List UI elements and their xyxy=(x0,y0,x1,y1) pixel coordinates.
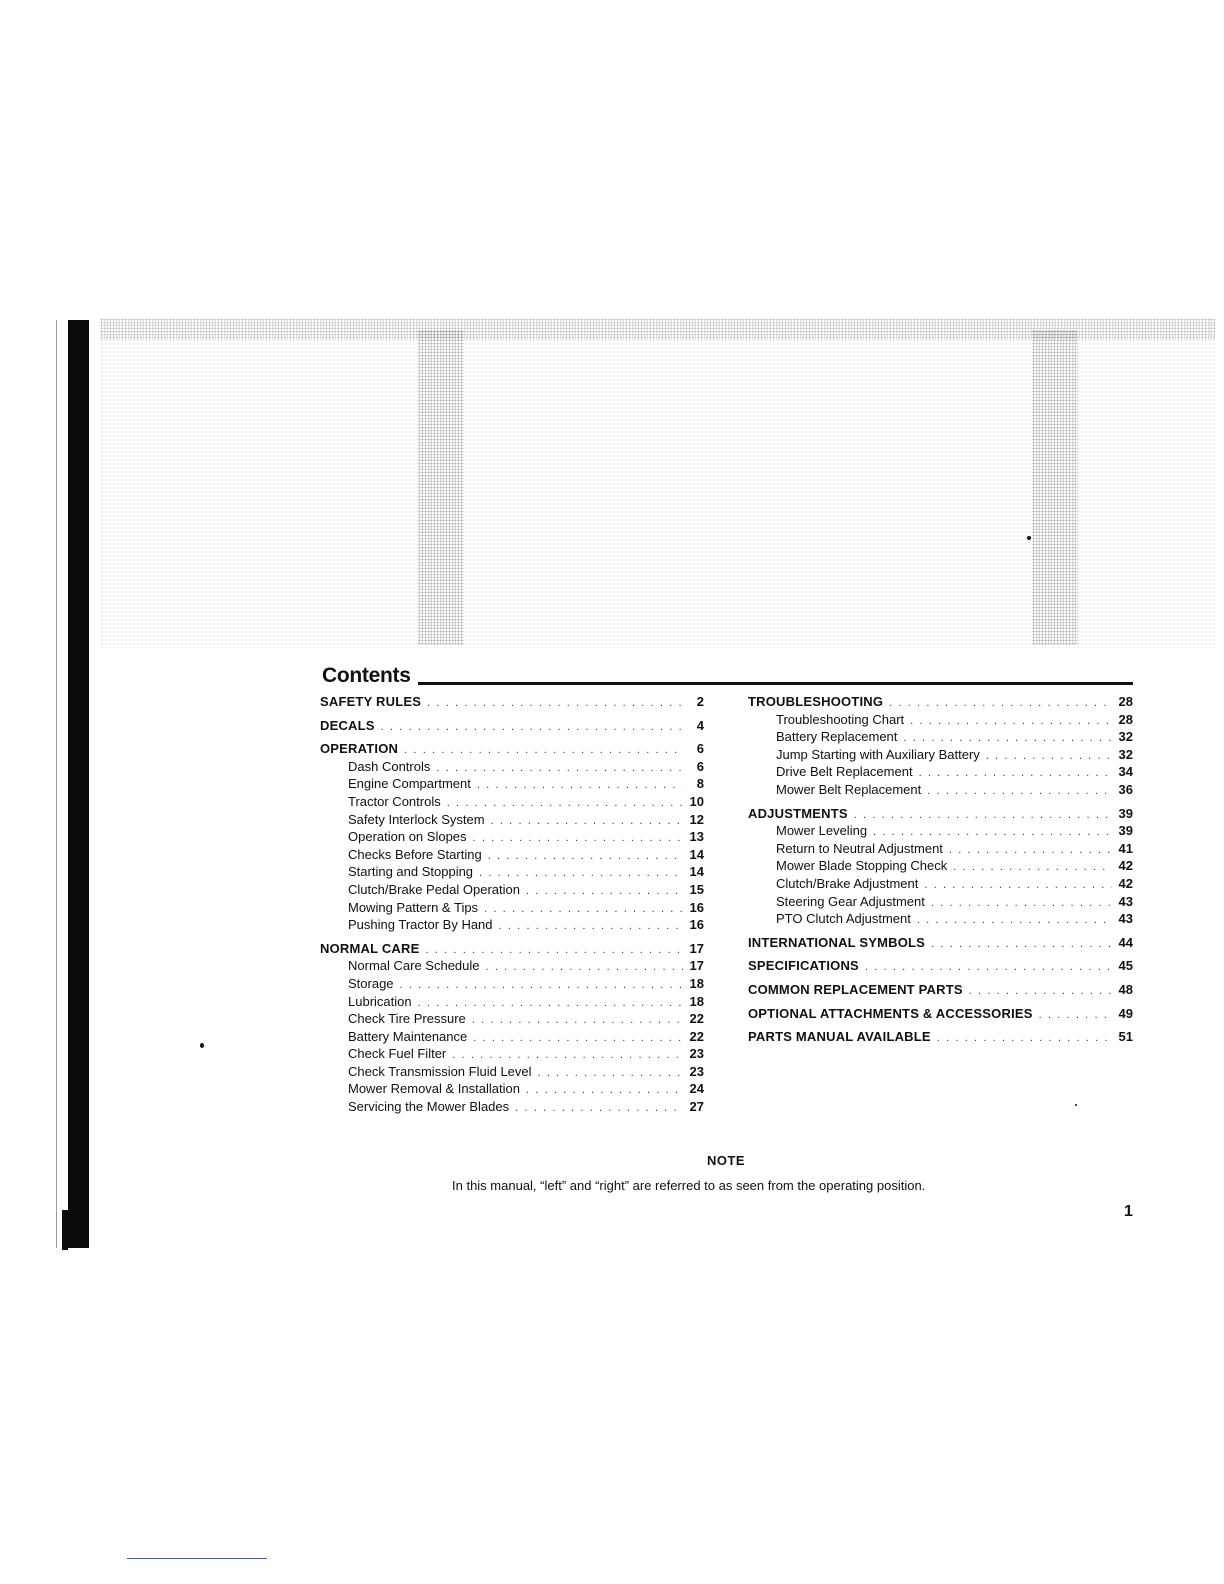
toc-entry-page: 44 xyxy=(1118,934,1133,950)
toc-entry-label: Check Fuel Filter xyxy=(348,1046,447,1062)
toc-subentry xyxy=(320,1099,704,1117)
toc-dot-leader xyxy=(491,813,683,830)
toc-subentry xyxy=(748,894,1133,912)
toc-entry-page: 27 xyxy=(689,1099,704,1115)
toc-entry-page: 51 xyxy=(1118,1029,1133,1045)
toc-right-column xyxy=(748,694,1133,1047)
toc-entry-page: 14 xyxy=(689,846,704,862)
toc-entry-page: 16 xyxy=(689,899,704,915)
toc-entry-page: 22 xyxy=(689,1011,704,1027)
toc-entry-page: 18 xyxy=(689,993,704,1009)
toc-dot-leader xyxy=(919,765,1112,782)
toc-entry-label: PARTS MANUAL AVAILABLE xyxy=(748,1029,931,1045)
toc-entry-page: 24 xyxy=(689,1081,704,1097)
toc-entry-label: NORMAL CARE xyxy=(320,940,420,956)
toc-entry-label: Operation on Slopes xyxy=(348,829,467,845)
toc-dot-leader xyxy=(473,1030,683,1047)
toc-entry-label: ADJUSTMENTS xyxy=(748,805,848,821)
toc-entry-label: Mowing Pattern & Tips xyxy=(348,899,479,915)
faded-illustration-column-right xyxy=(1032,330,1078,645)
print-speck xyxy=(1075,1104,1077,1106)
toc-dot-leader xyxy=(436,760,683,777)
toc-entry-page: 4 xyxy=(696,717,704,733)
toc-entry-label: Checks Before Starting xyxy=(348,846,482,862)
toc-dot-leader xyxy=(937,1030,1112,1047)
toc-section-entry xyxy=(748,982,1133,1000)
toc-section-entry xyxy=(320,941,704,959)
toc-subentry xyxy=(748,911,1133,929)
toc-entry-label: COMMON REPLACEMENT PARTS xyxy=(748,981,963,997)
toc-entry-label: Dash Controls xyxy=(348,758,431,774)
toc-entry-page: 10 xyxy=(689,793,704,809)
toc-subentry xyxy=(320,759,704,777)
toc-subentry xyxy=(320,1064,704,1082)
toc-entry-page: 49 xyxy=(1118,1005,1133,1021)
toc-dot-leader xyxy=(903,730,1112,747)
toc-section-entry xyxy=(748,1029,1133,1047)
toc-entry-label: Starting and Stopping xyxy=(348,864,474,880)
toc-entry-page: 43 xyxy=(1118,893,1133,909)
toc-entry-page: 13 xyxy=(689,829,704,845)
toc-subentry xyxy=(748,858,1133,876)
toc-dot-leader xyxy=(927,783,1112,800)
toc-dot-leader xyxy=(381,719,683,736)
toc-subentry xyxy=(748,729,1133,747)
toc-entry-label: Servicing the Mower Blades xyxy=(348,1099,510,1115)
toc-entry-page: 14 xyxy=(689,864,704,880)
toc-entry-label: Mower Leveling xyxy=(776,823,868,839)
toc-subentry xyxy=(320,812,704,830)
toc-dot-leader xyxy=(873,824,1112,841)
toc-entry-page: 8 xyxy=(696,776,704,792)
toc-dot-leader xyxy=(486,959,683,976)
note-text: In this manual, “left” and “right” are referred to as seen from the operating position. xyxy=(452,1178,926,1193)
toc-entry-page: 2 xyxy=(696,694,704,709)
toc-dot-leader xyxy=(1039,1007,1112,1024)
toc-dot-leader xyxy=(515,1100,683,1117)
bottom-rule xyxy=(127,1558,267,1559)
toc-section-entry xyxy=(748,1006,1133,1024)
toc-entry-label: Battery Replacement xyxy=(776,729,898,745)
toc-subentry xyxy=(320,900,704,918)
toc-dot-leader xyxy=(910,713,1112,730)
toc-entry-page: 28 xyxy=(1118,711,1133,727)
toc-entry-page: 39 xyxy=(1118,805,1133,821)
toc-entry-page: 36 xyxy=(1118,781,1133,797)
toc-dot-leader xyxy=(404,742,683,759)
toc-section-entry xyxy=(320,718,704,736)
toc-section-entry xyxy=(748,958,1133,976)
toc-dot-leader xyxy=(889,695,1112,712)
toc-subentry xyxy=(320,917,704,935)
toc-entry-page: 48 xyxy=(1118,981,1133,997)
toc-entry-label: Safety Interlock System xyxy=(348,811,485,827)
toc-entry-label: OPERATION xyxy=(320,741,399,757)
toc-entry-label: TROUBLESHOOTING xyxy=(748,694,884,709)
toc-dot-leader xyxy=(477,777,683,794)
toc-dot-leader xyxy=(924,877,1112,894)
toc-dot-leader xyxy=(854,807,1112,824)
toc-dot-leader xyxy=(427,695,683,712)
toc-section-entry xyxy=(748,694,1133,712)
toc-entry-label: Drive Belt Replacement xyxy=(776,764,913,780)
toc-subentry xyxy=(320,776,704,794)
binding-spine-notch xyxy=(62,1210,68,1250)
page-title: Contents xyxy=(322,664,411,687)
faded-illustration-column-left xyxy=(418,330,464,645)
toc-entry-page: 34 xyxy=(1118,764,1133,780)
toc-entry-page: 22 xyxy=(689,1028,704,1044)
toc-subentry xyxy=(320,1081,704,1099)
toc-entry-label: Jump Starting with Auxiliary Battery xyxy=(776,746,980,762)
toc-entry-label: Mower Belt Replacement xyxy=(776,781,922,797)
toc-dot-leader xyxy=(949,842,1112,859)
toc-entry-label: PTO Clutch Adjustment xyxy=(776,911,911,927)
toc-entry-page: 17 xyxy=(689,940,704,956)
toc-subentry xyxy=(320,882,704,900)
toc-entry-label: Steering Gear Adjustment xyxy=(776,893,925,909)
binding-edge-line xyxy=(56,320,57,1248)
toc-entry-page: 16 xyxy=(689,917,704,933)
toc-subentry xyxy=(748,747,1133,765)
toc-entry-label: Return to Neutral Adjustment xyxy=(776,840,943,856)
toc-entry-page: 23 xyxy=(689,1046,704,1062)
toc-entry-page: 43 xyxy=(1118,911,1133,927)
toc-dot-leader xyxy=(538,1065,683,1082)
toc-dot-leader xyxy=(425,942,683,959)
toc-entry-label: Clutch/Brake Adjustment xyxy=(776,875,919,891)
toc-dot-leader xyxy=(917,912,1112,929)
toc-entry-label: Storage xyxy=(348,975,394,991)
title-rule xyxy=(418,682,1133,685)
toc-subentry xyxy=(320,1046,704,1064)
toc-entry-page: 23 xyxy=(689,1063,704,1079)
toc-dot-leader xyxy=(865,959,1112,976)
print-speck xyxy=(200,1043,204,1048)
toc-entry-page: 28 xyxy=(1118,694,1133,709)
toc-entry-label: DECALS xyxy=(320,717,375,733)
toc-left-column xyxy=(320,694,704,1117)
toc-subentry xyxy=(320,829,704,847)
toc-entry-page: 15 xyxy=(689,881,704,897)
toc-dot-leader xyxy=(526,883,683,900)
toc-section-entry xyxy=(320,741,704,759)
toc-section-entry xyxy=(748,806,1133,824)
toc-entry-label: SPECIFICATIONS xyxy=(748,958,859,974)
toc-subentry xyxy=(320,794,704,812)
toc-entry-page: 12 xyxy=(689,811,704,827)
toc-entry-page: 6 xyxy=(696,758,704,774)
toc-dot-leader xyxy=(986,748,1112,765)
toc-dot-leader xyxy=(499,918,683,935)
toc-subentry xyxy=(320,864,704,882)
toc-subentry xyxy=(320,1029,704,1047)
toc-entry-page: 41 xyxy=(1118,840,1133,856)
toc-subentry xyxy=(320,1011,704,1029)
toc-subentry xyxy=(320,958,704,976)
toc-entry-label: Check Transmission Fluid Level xyxy=(348,1063,532,1079)
toc-entry-page: 39 xyxy=(1118,823,1133,839)
toc-subentry xyxy=(748,712,1133,730)
toc-dot-leader xyxy=(479,865,683,882)
toc-entry-page: 42 xyxy=(1118,875,1133,891)
toc-section-entry xyxy=(320,694,704,712)
toc-entry-label: Mower Removal & Installation xyxy=(348,1081,520,1097)
toc-entry-label: Lubrication xyxy=(348,993,412,1009)
toc-entry-label: Clutch/Brake Pedal Operation xyxy=(348,881,520,897)
toc-dot-leader xyxy=(969,983,1112,1000)
toc-entry-page: 42 xyxy=(1118,858,1133,874)
toc-dot-leader xyxy=(472,1012,683,1029)
toc-dot-leader xyxy=(452,1047,683,1064)
toc-dot-leader xyxy=(447,795,683,812)
toc-entry-label: Engine Compartment xyxy=(348,776,471,792)
toc-subentry xyxy=(320,994,704,1012)
toc-dot-leader xyxy=(400,977,683,994)
print-speck xyxy=(1027,536,1031,540)
toc-entry-page: 32 xyxy=(1118,729,1133,745)
toc-dot-leader xyxy=(484,901,683,918)
toc-entry-page: 45 xyxy=(1118,958,1133,974)
toc-dot-leader xyxy=(953,859,1112,876)
toc-entry-page: 6 xyxy=(696,741,704,757)
toc-entry-page: 32 xyxy=(1118,746,1133,762)
toc-entry-label: Tractor Controls xyxy=(348,793,441,809)
toc-entry-label: Troubleshooting Chart xyxy=(776,711,905,727)
toc-subentry xyxy=(748,841,1133,859)
toc-subentry xyxy=(748,782,1133,800)
toc-dot-leader xyxy=(473,830,683,847)
toc-entry-label: OPTIONAL ATTACHMENTS & ACCESSORIES xyxy=(748,1005,1033,1021)
toc-subentry xyxy=(748,823,1133,841)
binding-spine xyxy=(68,320,89,1248)
toc-entry-label: Battery Maintenance xyxy=(348,1028,468,1044)
toc-subentry xyxy=(748,764,1133,782)
toc-entry-label: Check Tire Pressure xyxy=(348,1011,466,1027)
toc-dot-leader xyxy=(931,936,1112,953)
toc-dot-leader xyxy=(488,848,683,865)
toc-dot-leader xyxy=(526,1082,683,1099)
toc-entry-label: Pushing Tractor By Hand xyxy=(348,917,493,933)
toc-subentry xyxy=(320,847,704,865)
toc-subentry xyxy=(320,976,704,994)
toc-entry-page: 17 xyxy=(689,958,704,974)
toc-entry-label: Mower Blade Stopping Check xyxy=(776,858,948,874)
toc-entry-label: SAFETY RULES xyxy=(320,694,422,709)
page-number: 1 xyxy=(1124,1203,1133,1220)
note-heading: NOTE xyxy=(706,1153,746,1168)
toc-entry-page: 18 xyxy=(689,975,704,991)
toc-subentry xyxy=(748,876,1133,894)
toc-dot-leader xyxy=(418,995,683,1012)
toc-dot-leader xyxy=(931,895,1112,912)
toc-entry-label: Normal Care Schedule xyxy=(348,958,480,974)
toc-entry-label: INTERNATIONAL SYMBOLS xyxy=(748,934,926,950)
toc-section-entry xyxy=(748,935,1133,953)
